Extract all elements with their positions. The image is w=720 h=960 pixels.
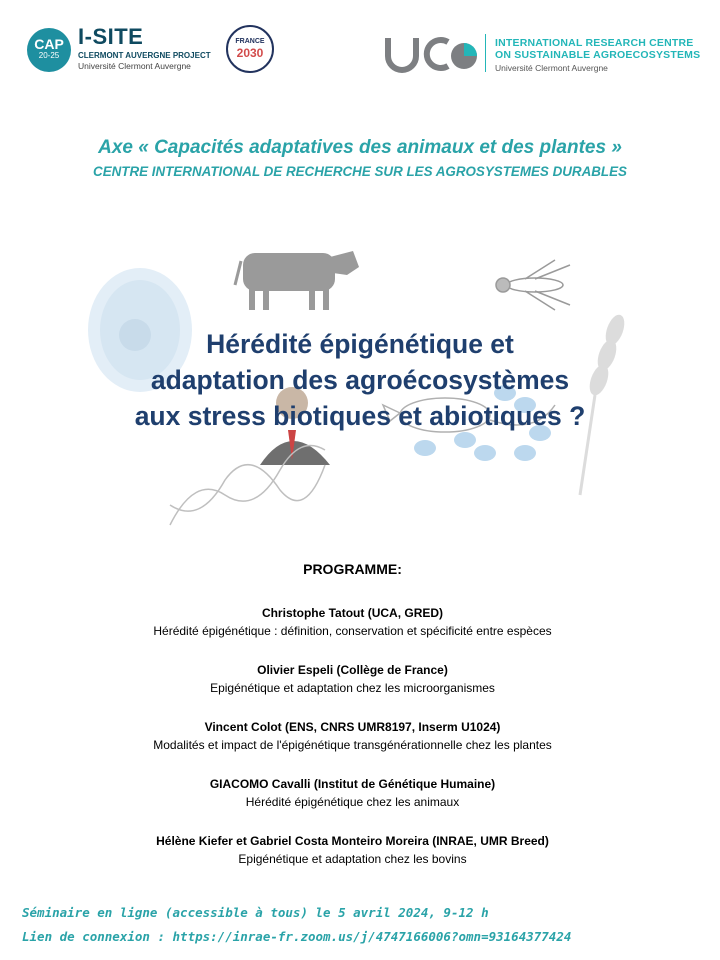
france-2030-logo: FRANCE 2030 — [226, 25, 274, 73]
talk-topic: Epigénétique et adaptation chez les bovins — [238, 852, 467, 866]
programme-item — [0, 661, 705, 718]
seminar-date-info: Séminaire en ligne (accessible à tous) le 5 avril 2024, 9-12 h — [22, 905, 489, 920]
programme-item — [0, 604, 705, 661]
uca-logo-text: INTERNATIONAL RESEARCH CENTRE ON SUSTAINABLE AGROECOSYSTEMS Université Clermont Auvergne — [495, 37, 701, 73]
programme-heading: PROGRAMME: — [303, 561, 402, 577]
speaker: Olivier Espeli (Collège de France) — [257, 663, 448, 677]
axe-heading: Axe « Capacités adaptatives des animaux et des plantes » — [98, 137, 622, 158]
speaker: Christophe Tatout (UCA, GRED) — [261, 606, 444, 620]
seminar-title: Hérédité épigénétique et adaptation des agroécosystèmes aux stress biotiques et abiotiques ? — [134, 329, 586, 431]
talk-topic: Hérédité épigénétique chez les animaux — [245, 795, 460, 809]
isite-logo: I-SITE CLERMONT AUVERGNE PROJECT Université Clermont Auvergne — [78, 24, 211, 71]
cow-icon — [235, 251, 359, 310]
connection-link[interactable]: Lien de connexion : https://inrae-fr.zoom.us/j/4747166006?omn=93164377424 — [22, 929, 572, 944]
cap-logo: CAP 20-25 — [27, 28, 71, 72]
programme-item — [0, 832, 705, 889]
uca-divider — [485, 34, 486, 72]
speaker: Hélène Kiefer et Gabriel Costa Monteiro Moreira (INRAE, UMR Breed) — [156, 834, 549, 848]
talk-topic: Hérédité épigénétique : définition, conservation et spécificité entre espèces — [153, 624, 552, 638]
speaker: GIACOMO Cavalli (Institut de Génétique Humaine) — [209, 777, 496, 791]
speaker: Vincent Colot (ENS, CNRS UMR8197, Inserm U1024) — [204, 720, 501, 734]
centre-heading: CENTRE INTERNATIONAL DE RECHERCHE SUR LES AGROSYSTEMES DURABLES — [93, 164, 627, 179]
talk-topic: Epigénétique et adaptation chez les microorganismes — [210, 681, 495, 695]
fly-icon — [496, 260, 570, 310]
uca-logo — [384, 32, 480, 74]
programme-list — [0, 604, 705, 889]
talk-topic: Modalités et impact de l'épigénétique transgénérationnelle chez les plantes — [153, 738, 552, 752]
programme-item — [0, 775, 705, 832]
programme-item — [0, 718, 705, 775]
